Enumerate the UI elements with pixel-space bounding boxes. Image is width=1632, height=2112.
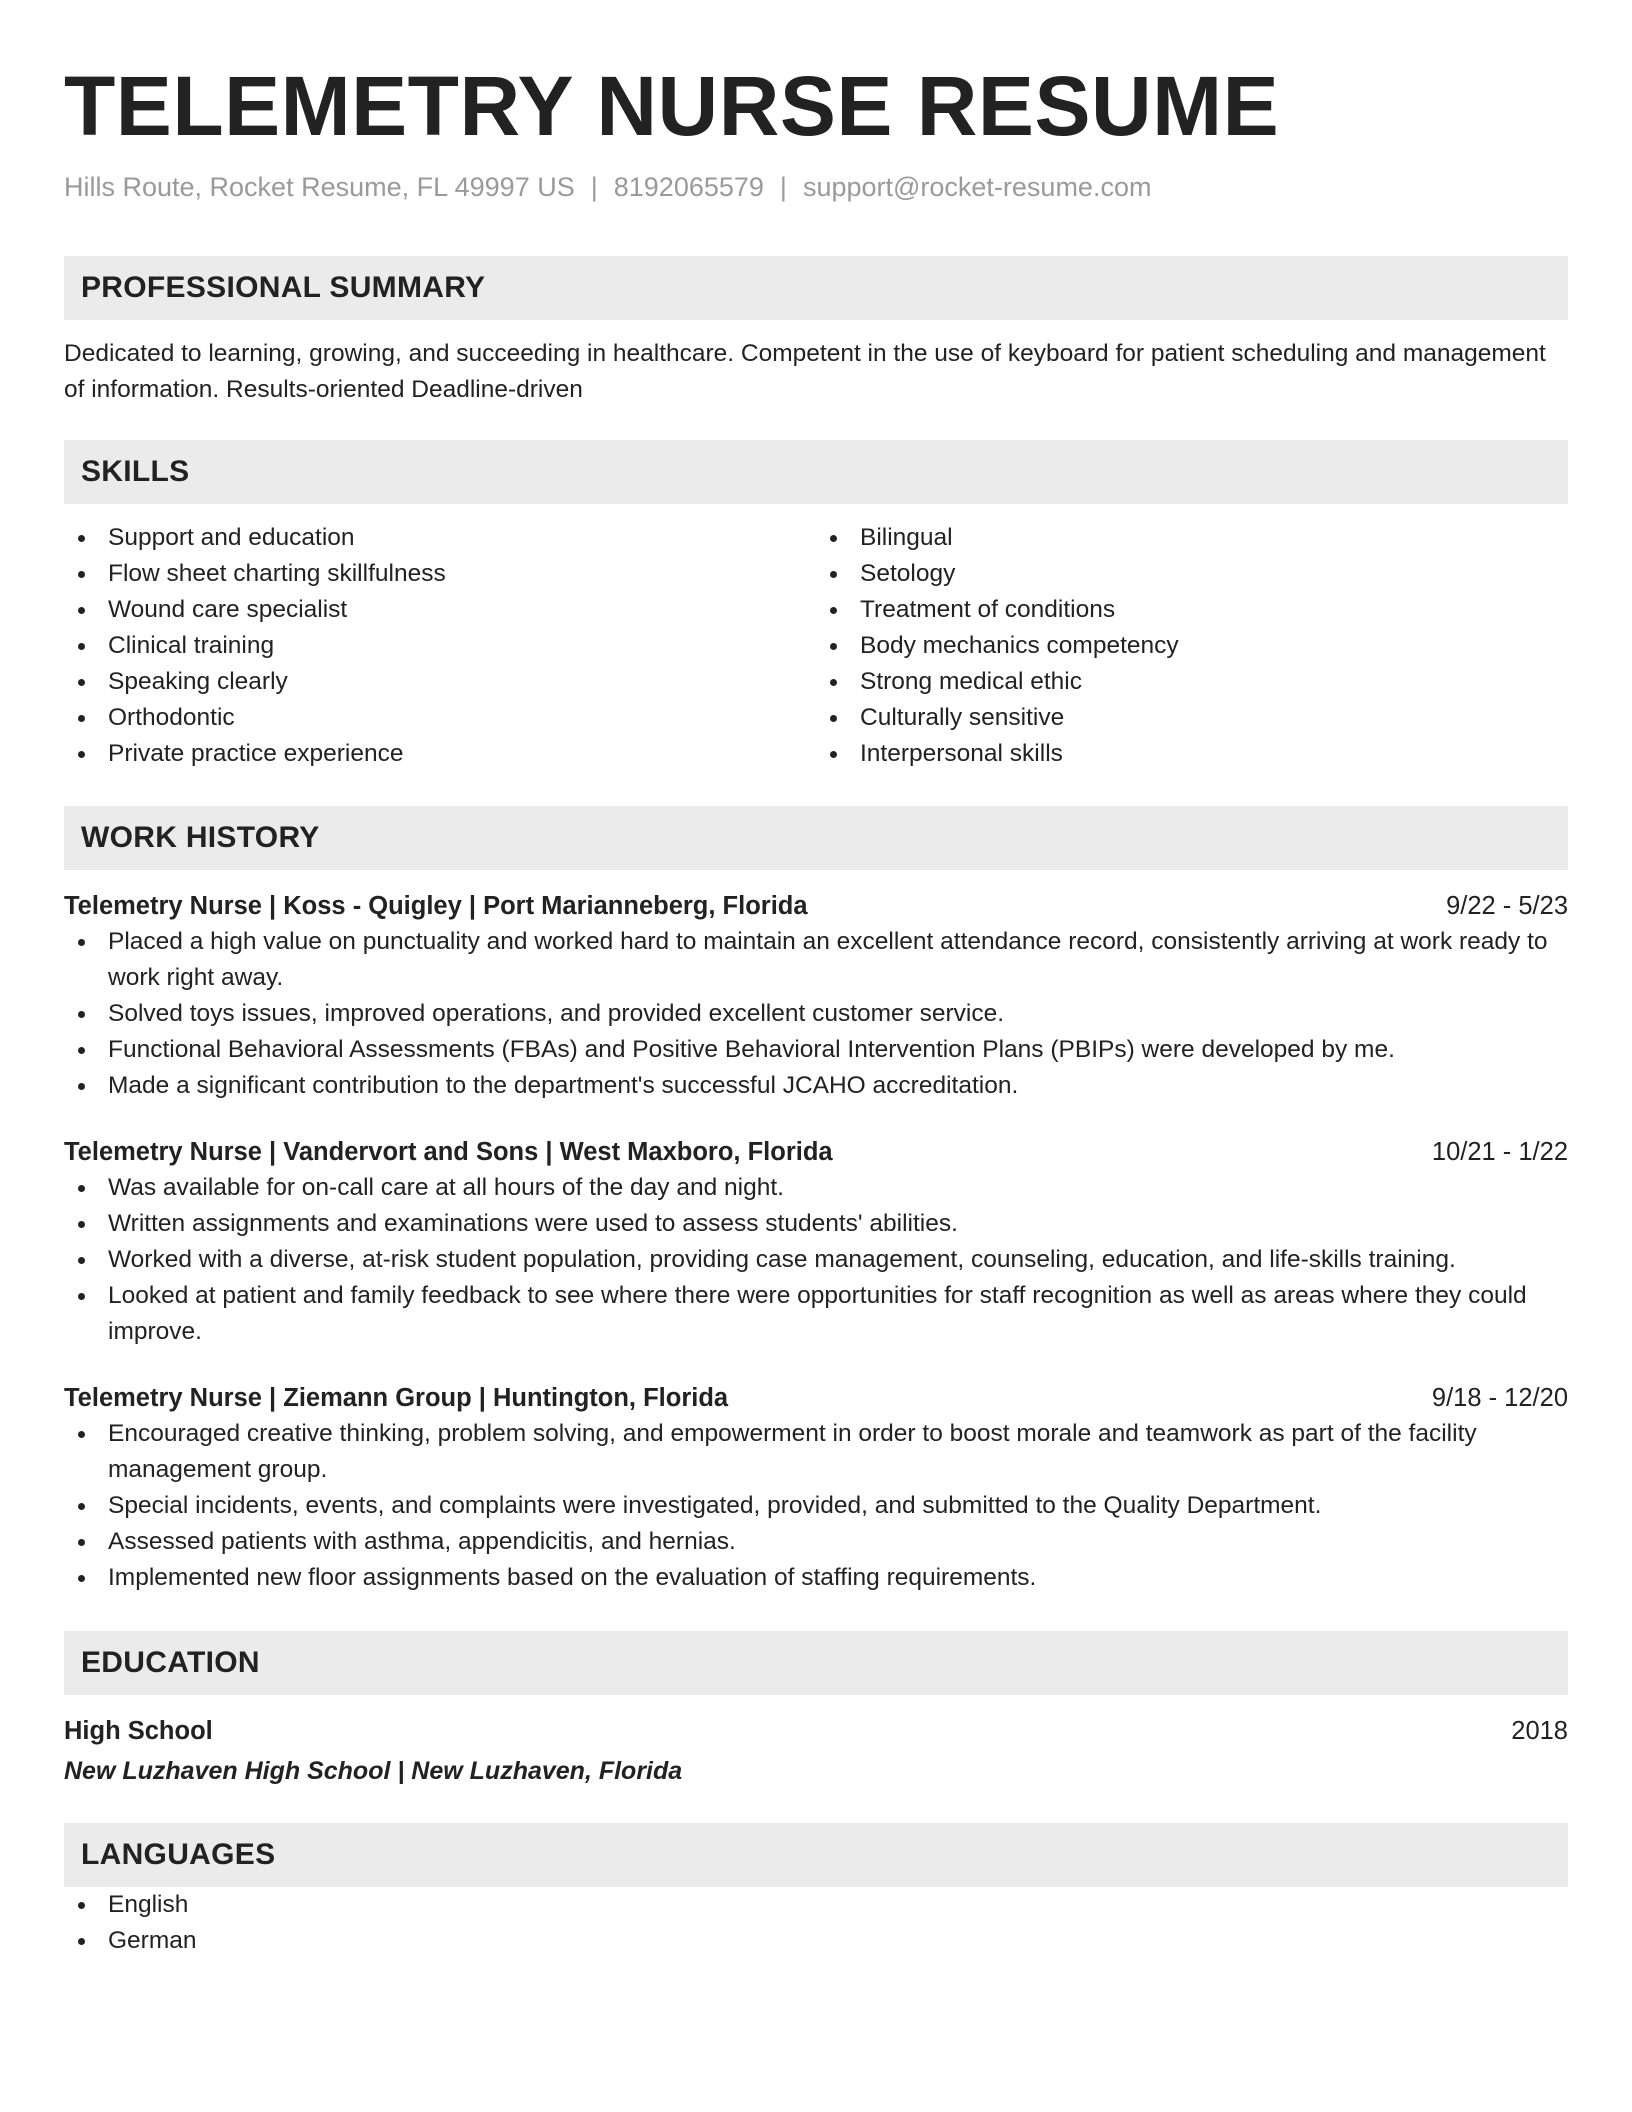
resume-title: TELEMETRY NURSE RESUME [64, 59, 1280, 153]
section-header-skills: SKILLS [64, 440, 1568, 504]
job-entry [64, 1380, 1568, 1596]
job-entry [64, 1134, 1568, 1350]
languages-list [64, 1887, 1568, 1959]
job-entry [64, 888, 1568, 1104]
skill-item: Private practice experience [64, 736, 816, 772]
skill-item: Support and education [64, 520, 816, 556]
skills-column-right [816, 520, 1568, 772]
skill-item: Treatment of conditions [816, 592, 1568, 628]
skill-item: Body mechanics competency [816, 628, 1568, 664]
section-header-summary: PROFESSIONAL SUMMARY [64, 256, 1568, 320]
job-header [64, 1380, 1568, 1416]
language-item: German [64, 1923, 1568, 1959]
section-header-languages: LANGUAGES [64, 1823, 1568, 1887]
education-year: 2018 [1511, 1717, 1568, 1745]
section-header-work-history: WORK HISTORY [64, 806, 1568, 870]
skill-item: Wound care specialist [64, 592, 816, 628]
language-item: English [64, 1887, 1568, 1923]
job-title: Telemetry Nurse | Vandervort and Sons | West Maxboro, Florida [64, 1138, 833, 1166]
education-school: New Luzhaven High School | New Luzhaven, Florida [64, 1757, 683, 1785]
job-dates: 9/18 - 12/20 [1431, 1384, 1568, 1412]
education-degree: High School [64, 1717, 213, 1745]
skill-item: Speaking clearly [64, 664, 816, 700]
contact-line [64, 170, 1568, 204]
summary-text: Dedicated to learning, growing, and succeeding in healthcare. Competent in the use of keyboard for patient scheduling and management of information. Results-oriented Deadline-driven [64, 340, 1546, 403]
job-bullet: Placed a high value on punctuality and worked hard to maintain an excellent attendance record, consistently arriving at work ready to work right away. [64, 924, 1568, 996]
education-header [64, 1713, 1568, 1749]
job-bullets [64, 1170, 1568, 1350]
job-title: Telemetry Nurse | Ziemann Group | Huntington, Florida [64, 1384, 729, 1412]
job-bullet: Looked at patient and family feedback to see where there were opportunities for staff recognition as well as areas where they could improve. [64, 1278, 1568, 1350]
job-bullet: Solved toys issues, improved operations, and provided excellent customer service. [64, 996, 1568, 1032]
job-bullet: Assessed patients with asthma, appendicitis, and hernias. [64, 1524, 1568, 1560]
job-bullet: Special incidents, events, and complaints were investigated, provided, and submitted to the Quality Department. [64, 1488, 1568, 1524]
job-dates: 9/22 - 5/23 [1446, 892, 1568, 920]
skill-item: Clinical training [64, 628, 816, 664]
job-bullet: Encouraged creative thinking, problem solving, and empowerment in order to boost morale and teamwork as part of the facility management group. [64, 1416, 1568, 1488]
skill-item: Culturally sensitive [816, 700, 1568, 736]
skills-column-left [64, 520, 816, 772]
job-bullets [64, 1416, 1568, 1596]
job-bullet: Was available for on-call care at all hours of the day and night. [64, 1170, 1568, 1206]
skills-list [64, 520, 1568, 772]
education-entry [64, 1713, 1568, 1789]
job-dates: 10/21 - 1/22 [1431, 1138, 1568, 1166]
job-header [64, 888, 1568, 924]
job-bullet: Made a significant contribution to the department's successful JCAHO accreditation. [64, 1068, 1568, 1104]
contact-address: Hills Route, Rocket Resume, FL 49997 US [64, 172, 575, 202]
skill-item: Flow sheet charting skillfulness [64, 556, 816, 592]
contact-email: support@rocket-resume.com [802, 172, 1152, 202]
contact-phone: 8192065579 [613, 172, 764, 202]
skill-item: Interpersonal skills [816, 736, 1568, 772]
job-bullet: Functional Behavioral Assessments (FBAs) and Positive Behavioral Intervention Plans (PBIPs) were developed by me. [64, 1032, 1568, 1068]
job-bullet: Implemented new floor assignments based on the evaluation of staffing requirements. [64, 1560, 1568, 1596]
skill-item: Setology [816, 556, 1568, 592]
job-bullet: Worked with a diverse, at-risk student population, providing case management, counseling, education, and life-skills training. [64, 1242, 1568, 1278]
skill-item: Orthodontic [64, 700, 816, 736]
skill-item: Strong medical ethic [816, 664, 1568, 700]
job-title: Telemetry Nurse | Koss - Quigley | Port Marianneberg, Florida [64, 892, 808, 920]
section-header-education: EDUCATION [64, 1631, 1568, 1695]
contact-separator: | [590, 172, 598, 202]
job-bullet: Written assignments and examinations were used to assess students' abilities. [64, 1206, 1568, 1242]
job-header [64, 1134, 1568, 1170]
job-bullets [64, 924, 1568, 1104]
skill-item: Bilingual [816, 520, 1568, 556]
contact-separator: | [779, 172, 787, 202]
